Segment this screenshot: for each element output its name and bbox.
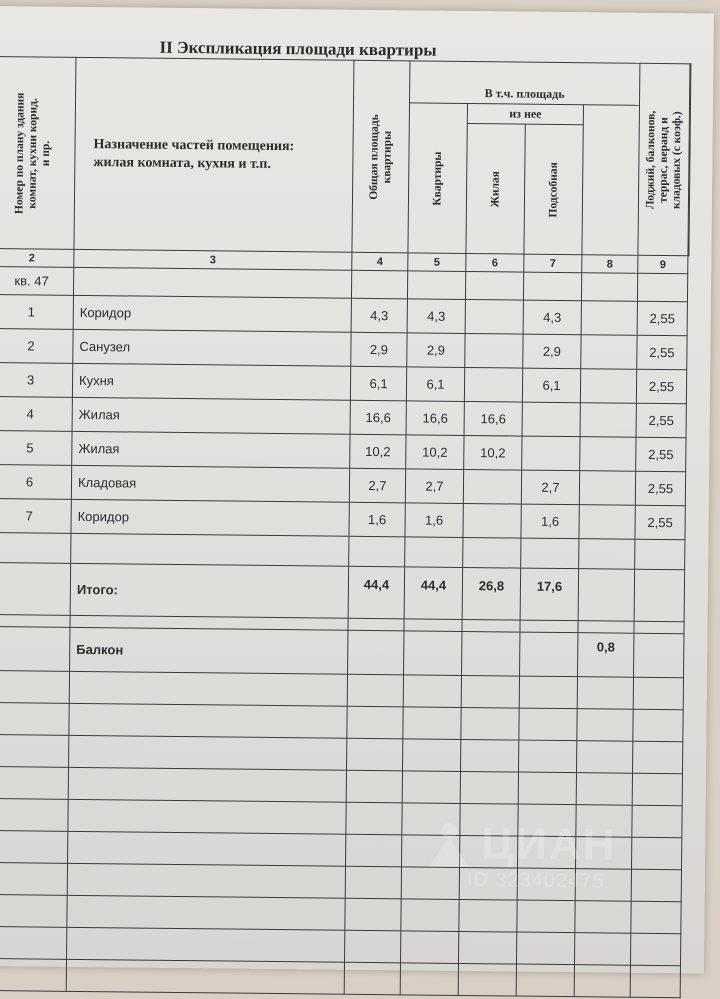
room-height: 2,55 <box>636 369 686 404</box>
explication-table <box>0 56 691 998</box>
room-number: 6 <box>0 464 72 499</box>
header-including-area: В т.ч. площадь <box>410 61 640 105</box>
balcony-empty <box>0 626 70 671</box>
balcony-height <box>634 633 684 678</box>
room-living <box>464 367 522 402</box>
header-gap-bottom <box>582 125 639 256</box>
balcony-empty-cell <box>462 631 520 676</box>
room-number: 7 <box>0 498 71 533</box>
empty-row <box>0 958 681 997</box>
room-number: 1 <box>0 294 73 329</box>
balcony-empty-cell <box>404 631 462 676</box>
document-title: II Экспликация площади квартиры <box>159 37 437 60</box>
room-apt: 2,9 <box>407 333 465 368</box>
balcony-row <box>0 626 685 677</box>
room-apt: 4,3 <box>407 299 465 334</box>
room-height: 2,55 <box>635 471 685 506</box>
room-total: 2,7 <box>349 468 405 503</box>
room-loggia <box>580 403 636 438</box>
room-total: 16,6 <box>350 400 406 435</box>
header-room-number: Номер по плану здания комнат, кухни корид. и пр. <box>0 57 76 250</box>
header-apartment: Квартиры <box>408 103 468 254</box>
total-loggia <box>578 569 635 622</box>
room-name: Жилая <box>72 431 350 468</box>
document-page <box>0 6 714 974</box>
room-height: 2,55 <box>635 505 685 540</box>
room-number: 5 <box>0 430 72 465</box>
room-height: 2,55 <box>636 437 686 472</box>
room-loggia <box>579 505 635 540</box>
room-name: Кладовая <box>71 465 349 502</box>
room-aux: 1,6 <box>521 504 579 539</box>
room-living <box>465 333 523 368</box>
room-loggia <box>579 471 635 506</box>
header-loggia: Лоджий, балконов, террас, веранд и кладовых (с коэф.) <box>638 63 690 256</box>
room-aux <box>522 402 580 437</box>
total-total: 44,4 <box>348 566 405 619</box>
room-aux <box>522 436 580 471</box>
room-aux: 6,1 <box>522 368 580 403</box>
balcony-empty-cell <box>348 630 404 675</box>
room-total: 4,3 <box>351 298 407 333</box>
watermark-brand: ЦИАН <box>480 819 617 870</box>
room-living: 10,2 <box>464 435 522 470</box>
header-total-area: Общая площадь квартиры <box>352 60 410 253</box>
room-total: 6,1 <box>350 366 406 401</box>
total-height <box>634 569 685 622</box>
room-loggia <box>581 301 637 336</box>
room-aux: 2,7 <box>521 470 579 505</box>
total-living: 26,8 <box>462 567 521 620</box>
room-living <box>463 503 521 538</box>
room-total: 2,9 <box>351 332 407 367</box>
room-height: 2,55 <box>637 301 687 336</box>
balcony-label: Балкон <box>70 627 348 674</box>
room-apt: 2,7 <box>405 469 463 504</box>
header-gap <box>583 105 639 126</box>
room-number: 4 <box>0 396 72 431</box>
room-height: 2,55 <box>636 403 686 438</box>
room-loggia <box>581 335 637 370</box>
total-empty <box>0 562 71 615</box>
room-apt: 1,6 <box>405 503 463 538</box>
total-apt: 44,4 <box>404 567 463 620</box>
room-aux: 2,9 <box>523 334 581 369</box>
room-living <box>463 469 521 504</box>
total-row <box>0 562 686 621</box>
room-total: 1,6 <box>349 502 405 537</box>
header-living: Жилая <box>466 123 525 254</box>
room-number: 2 <box>0 328 73 363</box>
room-name: Жилая <box>72 397 350 434</box>
header-auxiliary: Подсобная <box>524 124 583 255</box>
total-aux: 17,6 <box>520 568 579 621</box>
header-of-which: из нее <box>467 103 583 124</box>
room-name: Санузел <box>73 329 351 366</box>
room-loggia <box>580 369 636 404</box>
column-numbers-row: 2 3 4 5 6 7 8 9 <box>0 248 689 273</box>
balcony-empty-cell <box>520 632 578 677</box>
balcony-loggia: 0,8 <box>578 633 634 678</box>
room-number: 3 <box>0 362 73 397</box>
room-apt: 6,1 <box>406 367 464 402</box>
room-aux: 4,3 <box>523 300 581 335</box>
room-living <box>465 299 523 334</box>
room-apt: 10,2 <box>406 435 464 470</box>
room-name: Коридор <box>73 295 351 332</box>
total-label: Итого: <box>70 563 349 618</box>
room-total: 10,2 <box>350 434 406 469</box>
watermark-id: ID 323402475 <box>466 869 605 893</box>
room-name: Кухня <box>72 363 350 400</box>
room-height: 2,55 <box>637 335 687 370</box>
room-name: Коридор <box>71 499 349 536</box>
header-purpose: Назначение частей помещения: жилая комната, кухня и т.п. <box>74 57 354 252</box>
room-living: 16,6 <box>464 401 522 436</box>
apartment-label: кв. 47 <box>0 266 74 295</box>
room-loggia <box>580 437 636 472</box>
room-apt: 16,6 <box>406 401 464 436</box>
